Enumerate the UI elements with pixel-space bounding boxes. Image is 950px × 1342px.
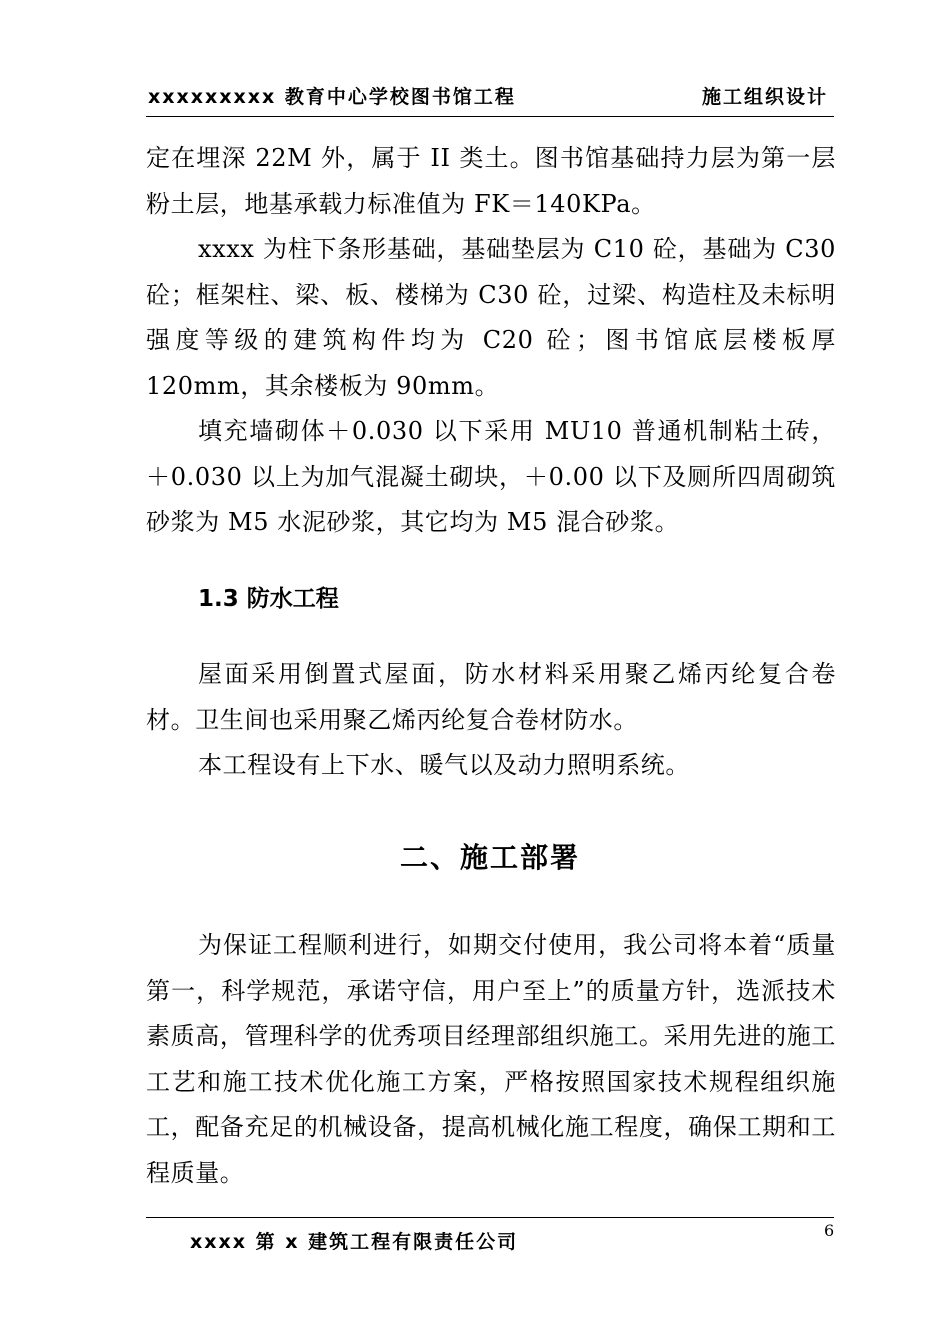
page-header (146, 82, 834, 117)
paragraph-building-systems: 本工程设有上下水、暖气以及动力照明系统。 (198, 751, 690, 779)
paragraph-masonry: 填充墙砌体＋0.030 以下采用 MU10 普通机制粘土砖，＋0.030 以上为加气混凝土砌块，＋0.00 以下及厕所四周砌筑砂浆为 M5 水泥砂浆，其它均为 M5 混合砂浆。 (146, 417, 836, 536)
header-document-type: 施工组织设计 (701, 86, 828, 108)
paragraph-foundation: xxxx 为柱下条形基础，基础垫层为 C10 砼，基础为 C30 砼；框架柱、梁、板、楼梯为 C30 砼，过梁、构造柱及未标明强度等级的建筑构件均为 C20 砼；图书馆底层楼板厚 120mm，其余楼板为 90mm。 (146, 235, 836, 400)
paragraph-soil-continued: 定在埋深 22M 外，属于 II 类土。图书馆基础持力层为第一层粉土层，地基承载力标准值为 FK＝140KPa。 (146, 144, 836, 218)
section-title-construction-deployment: 二、施工部署 (399, 841, 580, 874)
footer-divider (146, 1217, 834, 1218)
paragraph-roof-waterproofing: 屋面采用倒置式屋面，防水材料采用聚乙烯丙纶复合卷材。卫生间也采用聚乙烯丙纶复合卷材防水。 (146, 660, 836, 734)
heading-waterproofing: 1.3 防水工程 (198, 586, 339, 612)
header-project-title: xxxxxxxxx 教育中心学校图书馆工程 (148, 86, 516, 108)
paragraph-deployment-policy: 为保证工程顺利进行，如期交付使用，我公司将本着“质量第一，科学规范，承诺守信，用户至上”的质量方针，选派技术素质高，管理科学的优秀项目经理部组织施工。采用先进的施工工艺和施工技术优化施工方案，严格按照国家技术规程组织施工，配备充足的机械设备，提高机械化施工程度，确保工期和工程质量。 (146, 931, 836, 1187)
page-number: 6 (824, 1221, 835, 1240)
footer-company-name: xxxx 第 x 建筑工程有限责任公司 (190, 1231, 519, 1253)
